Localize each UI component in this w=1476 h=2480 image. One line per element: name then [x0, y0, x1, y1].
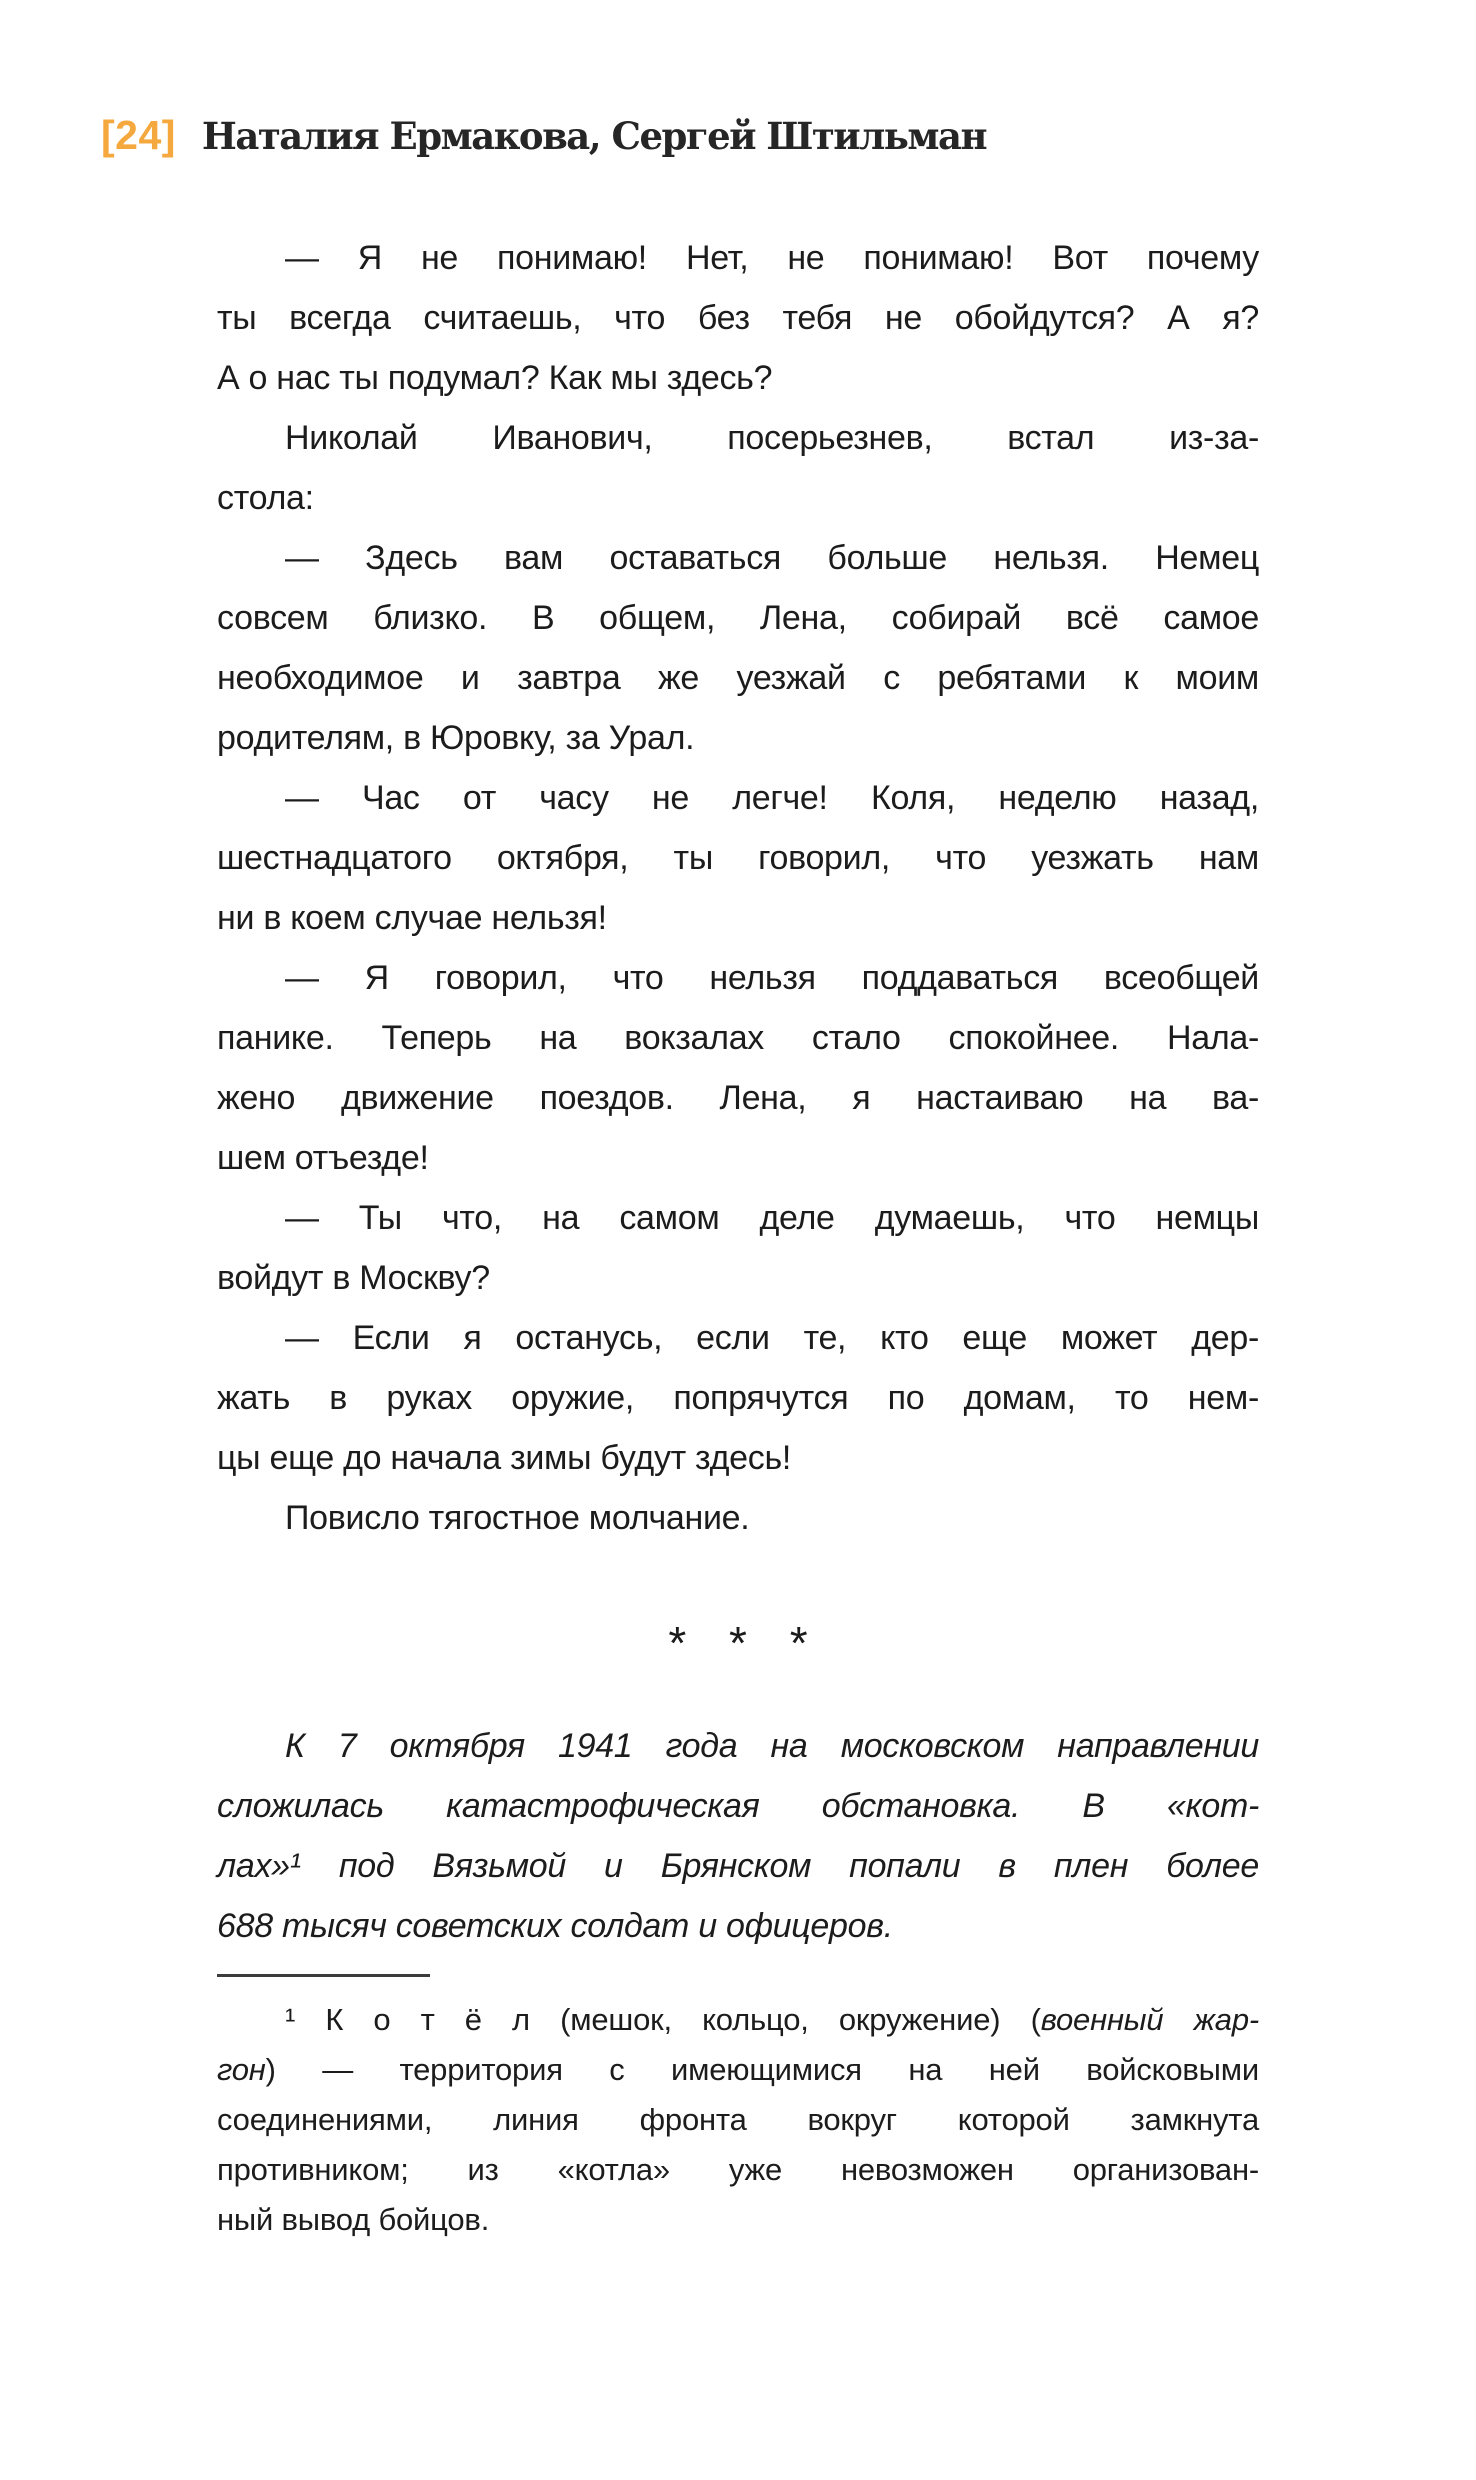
text-segment: К 7 октября 1941 года на московском направлении — [285, 1727, 1259, 1765]
text-segment: стола: — [217, 479, 314, 517]
running-header — [101, 112, 986, 159]
text-segment: — Ты что, на самом деле думаешь, что немцы — [285, 1199, 1259, 1237]
text-column — [217, 228, 1259, 2245]
text-line — [217, 1995, 1259, 2045]
text-segment: цы еще до начала зимы будут здесь! — [217, 1439, 792, 1477]
paragraph — [217, 768, 1259, 948]
text-line — [217, 1836, 1259, 1896]
text-segment: — Я говорил, что нельзя поддаваться всеобщей — [285, 959, 1259, 997]
lead-italic-text — [217, 1716, 1259, 1956]
italic-text-segment: военный жар- — [1040, 2002, 1259, 2037]
paragraph — [217, 1308, 1259, 1488]
text-line — [217, 1008, 1259, 1068]
paragraph — [217, 1488, 1259, 1548]
text-line — [217, 1128, 1259, 1188]
text-segment: ¹ К о т ё л (мешок, кольцо, окружение) ( — [285, 2002, 1041, 2037]
text-line — [217, 2145, 1259, 2195]
text-line — [217, 888, 1259, 948]
text-segment: — Если я останусь, если те, кто еще может дер- — [285, 1319, 1259, 1357]
text-segment: шестнадцатого октября, ты говорил, что уезжать нам — [217, 839, 1259, 877]
authors-title: Наталия Ермакова, Сергей Штильман — [201, 114, 987, 158]
paragraph — [217, 228, 1259, 408]
text-segment: войдут в Москву? — [217, 1259, 490, 1297]
italic-text-segment: гон — [217, 2052, 266, 2087]
text-segment: сложилась катастрофическая обстановка. В «кот- — [217, 1787, 1259, 1825]
section-separator: * * * — [668, 1617, 808, 1669]
paragraph — [217, 1716, 1259, 1956]
text-line — [217, 408, 1259, 468]
text-line — [217, 1896, 1259, 1956]
text-line — [217, 288, 1259, 348]
text-line — [217, 1368, 1259, 1428]
footnote-rule — [217, 1974, 430, 1977]
text-segment: соединениями, линия фронта вокруг которой замкнута — [217, 2102, 1259, 2137]
text-segment: ный вывод бойцов. — [217, 2202, 490, 2237]
text-segment: ни в коем случае нельзя! — [217, 899, 607, 937]
text-line — [217, 708, 1259, 768]
text-line — [217, 228, 1259, 288]
text-segment: совсем близко. В общем, Лена, собирай всё самое — [217, 599, 1259, 637]
text-segment: лах»¹ под Вязьмой и Брянском попали в плен более — [217, 1847, 1259, 1885]
paragraph — [217, 1188, 1259, 1308]
text-line — [217, 2045, 1259, 2095]
page-number-badge: [24] — [101, 112, 176, 158]
text-line — [217, 348, 1259, 408]
text-segment: жено движение поездов. Лена, я настаиваю на ва- — [217, 1079, 1259, 1117]
text-line — [217, 828, 1259, 888]
text-segment: 688 тысяч советских солдат и офицеров. — [217, 1907, 893, 1945]
text-segment: родителям, в Юровку, за Урал. — [217, 719, 695, 757]
text-line — [217, 528, 1259, 588]
text-line — [217, 648, 1259, 708]
text-segment: жать в руках оружие, попрячутся по домам, то нем- — [217, 1379, 1259, 1417]
text-line — [217, 1488, 1259, 1548]
text-segment: ты всегда считаешь, что без тебя не обойдутся? А я? — [217, 299, 1259, 337]
text-line — [217, 1248, 1259, 1308]
text-segment: шем отъезде! — [217, 1139, 429, 1177]
text-line — [217, 948, 1259, 1008]
text-line — [217, 2195, 1259, 2245]
text-line — [217, 468, 1259, 528]
paragraph — [217, 528, 1259, 768]
text-line — [217, 1308, 1259, 1368]
footnote-text — [217, 1995, 1259, 2245]
text-segment: необходимое и завтра же уезжай с ребятами к моим — [217, 659, 1259, 697]
text-line — [217, 1776, 1259, 1836]
body-text — [217, 228, 1259, 1548]
text-line — [217, 1428, 1259, 1488]
text-line — [217, 768, 1259, 828]
text-segment: противником; из «котла» уже невозможен организован- — [217, 2152, 1259, 2187]
text-line — [217, 1188, 1259, 1248]
paragraph — [217, 408, 1259, 528]
text-segment: ) — территория с имеющимися на ней войсковыми — [265, 2052, 1259, 2087]
text-segment: панике. Теперь на вокзалах стало спокойнее. Нала- — [217, 1019, 1259, 1057]
text-segment: — Здесь вам оставаться больше нельзя. Немец — [285, 539, 1259, 577]
text-line — [217, 1068, 1259, 1128]
text-line — [217, 1716, 1259, 1776]
text-segment: — Я не понимаю! Нет, не понимаю! Вот почему — [285, 239, 1259, 277]
text-line — [217, 588, 1259, 648]
text-segment: — Час от часу не легче! Коля, неделю назад, — [285, 779, 1259, 817]
text-line — [217, 2095, 1259, 2145]
paragraph — [217, 948, 1259, 1188]
text-segment: Повисло тягостное молчание. — [285, 1499, 750, 1537]
text-segment: А о нас ты подумал? Как мы здесь? — [217, 359, 773, 397]
text-segment: Николай Иванович, посерьезнев, встал из-за- — [285, 419, 1259, 457]
footnote-block — [217, 1974, 1259, 2245]
